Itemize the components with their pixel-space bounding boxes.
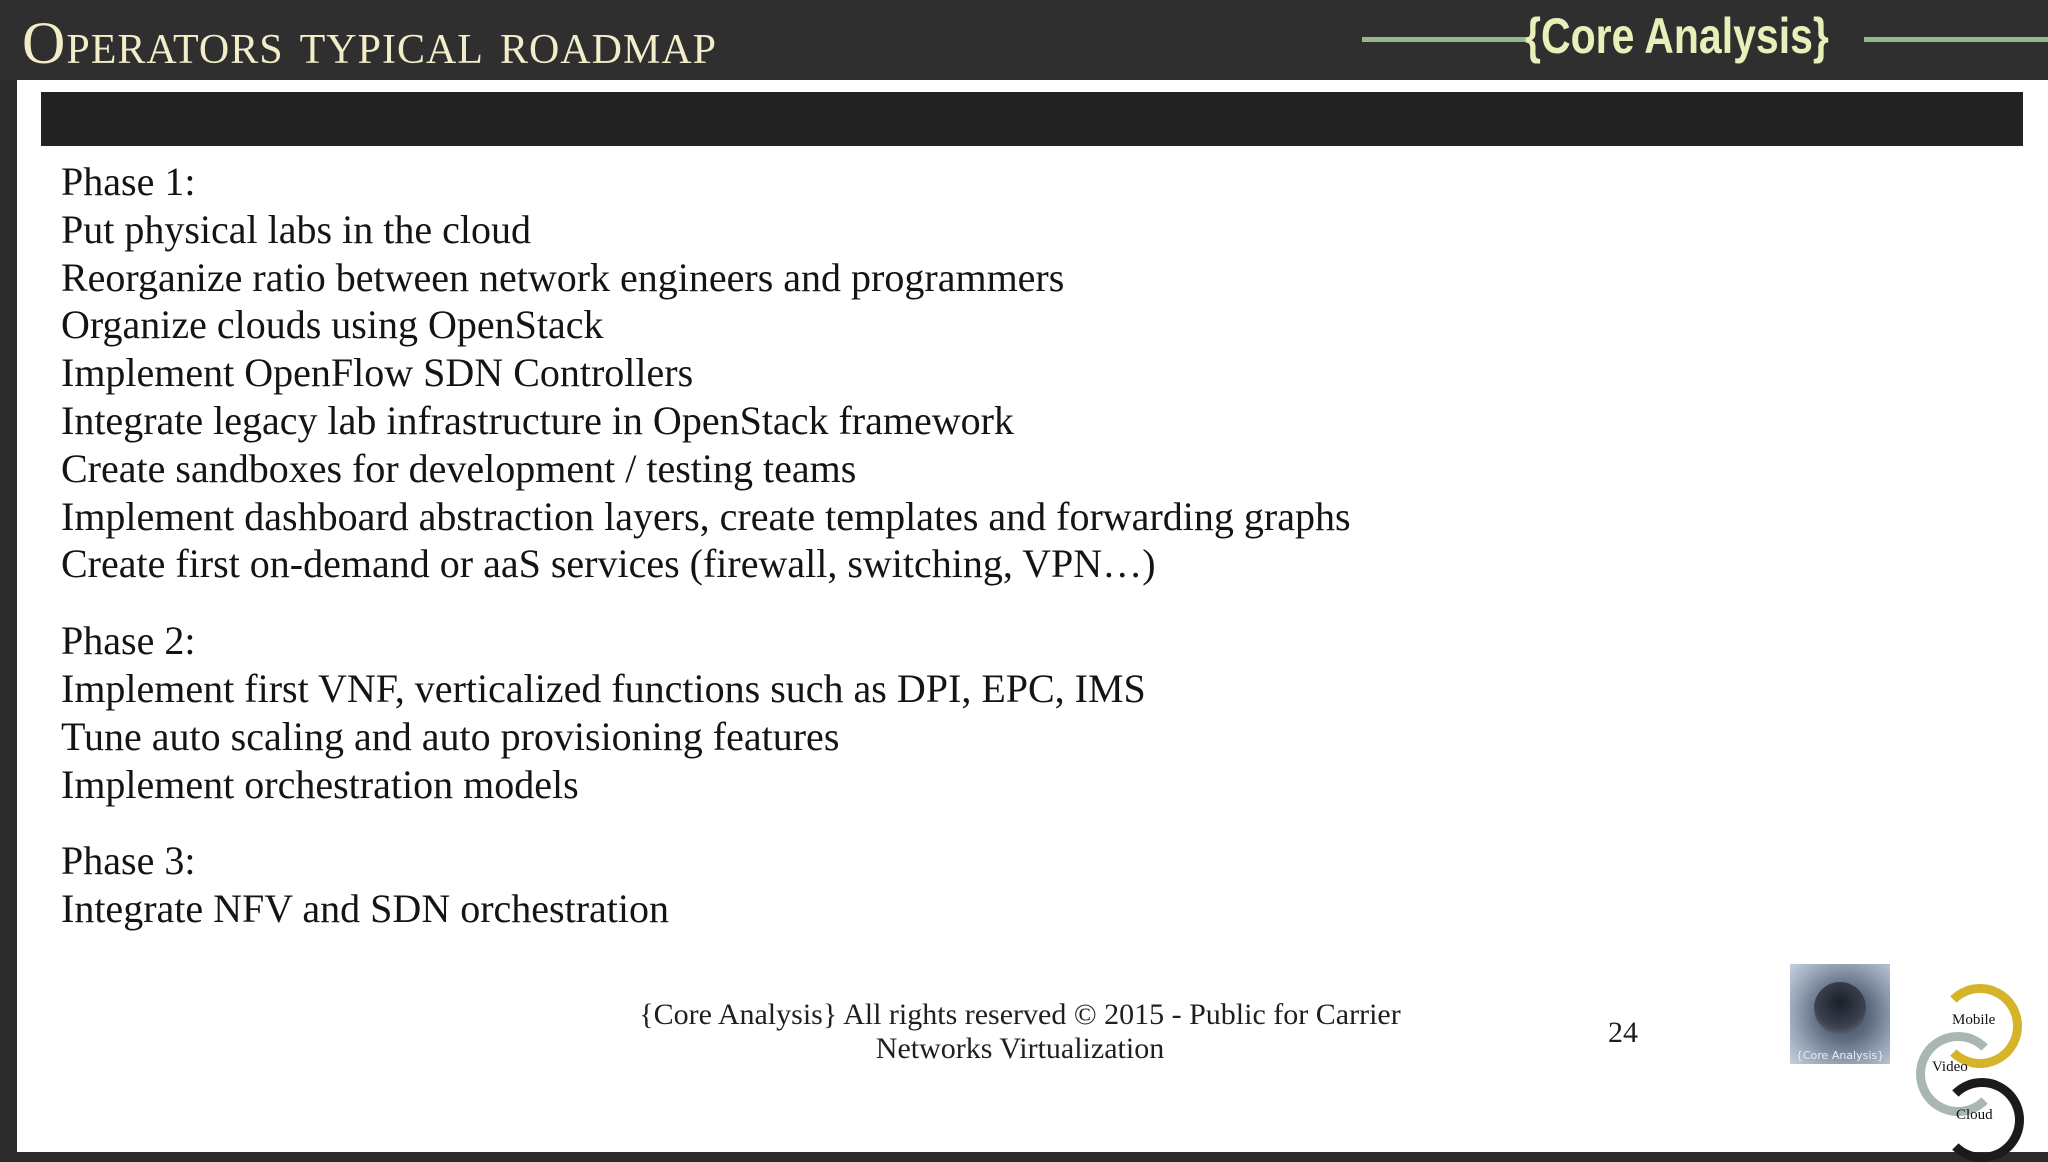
roadmap-item: Implement dashboard abstraction layers, create templates and forwarding graphs [61,493,1351,539]
roadmap-text [61,158,1351,933]
roadmap-item: Integrate legacy lab infrastructure in OpenStack framework [61,397,1014,443]
slide-title: Operators typical roadmap [22,10,718,76]
footer-line-2: Networks Virtualization [875,1032,1165,1065]
roadmap-item: Create sandboxes for development / testing teams [61,445,857,491]
slide-body [17,80,2048,1152]
dome-icon [1814,982,1866,1034]
footer-line-1: {Core Analysis} All rights reserved © 2015 - Public for Carrier [639,998,1401,1031]
roadmap-item: Implement OpenFlow SDN Controllers [61,350,694,396]
roadmap-item: Integrate NFV and SDN orchestration [61,886,670,932]
header-band [41,92,2023,146]
phase-heading: Phase 1: [61,159,196,204]
core-analysis-photo-logo [1790,964,1890,1064]
brand-line-left [1362,37,1528,42]
roadmap-item: Organize clouds using OpenStack [61,302,604,348]
ring-label-cloud: Cloud [1956,1107,1993,1123]
ring-label-video: Video [1932,1059,1968,1075]
roadmap-item: Reorganize ratio between network engineers and programmers [61,254,1065,300]
brand-logo-text: {Core Analysis} [1525,8,1829,64]
brand-line-right [1864,37,2048,42]
footer-copyright [605,998,1435,1066]
roadmap-item: Put physical labs in the cloud [61,206,531,252]
phase-heading: Phase 2: [61,618,196,664]
roadmap-item: Implement orchestration models [61,761,579,807]
phase-heading: Phase 3: [61,838,196,884]
roadmap-item: Implement first VNF, verticalized functions such as DPI, EPC, IMS [61,665,1146,711]
photo-caption: {Core Analysis} [1795,1049,1885,1062]
ring-label-mobile: Mobile [1952,1012,1996,1028]
slide-header [0,0,2048,80]
roadmap-item: Create first on-demand or aaS services (firewall, switching, VPN…) [61,541,1156,587]
roadmap-item: Tune auto scaling and auto provisioning features [61,713,840,759]
page-number: 24 [1608,1016,1638,1049]
